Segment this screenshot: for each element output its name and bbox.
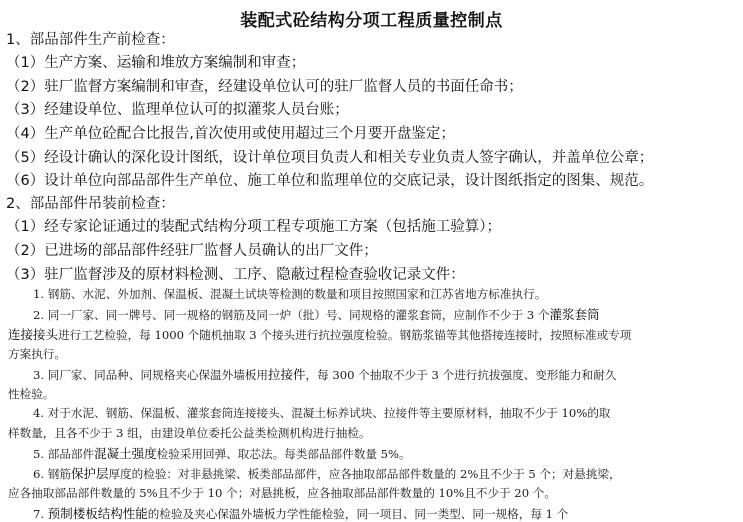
- list-item: （3）驻厂监督涉及的原材料检测、工序、隐蔽过程检查验收记录文件：: [6, 267, 465, 283]
- list-item: （4）生产单位砼配合比报告,首次使用或使用超过三个月要开盘鉴定；: [6, 126, 455, 142]
- detail-line: 2. 同一厂家、同一牌号、同一规格的钢筋及同一炉（批）号、同规格的灌浆套筒，应制作不少于 3 个灌浆套筒: [33, 307, 600, 322]
- detail-line: 7. 预制楼板结构性能的检验及夹心保温外墙板力学性能检验，同一项目、同一类型、同一规格，每 1 个: [33, 506, 569, 521]
- list-item: （5）经设计确认的深化设计图纸，设计单位项目负责人和相关专业负责人签字确认，并盖单位公章；: [6, 150, 654, 166]
- page-title: 装配式砼结构分项工程质量控制点: [240, 11, 503, 31]
- detail-line: 应各抽取部品部件数量的 5%且不少于 10 个；对悬挑板，应各抽取部品部件数量的 10%且不少于 20 个。: [8, 486, 556, 500]
- detail-line: 方案执行。: [8, 347, 66, 361]
- list-item: （2）已进场的部品部件经驻厂监督人员确认的出厂文件；: [6, 243, 378, 259]
- list-item: （1）生产方案、运输和堆放方案编制和审查；: [6, 55, 306, 71]
- detail-line: 6. 钢筋保护层厚度的检验：对非悬挑梁、板类部品部件，应各抽取部品部件数量的 2%且不少于 5 个；对悬挑梁，: [33, 466, 621, 481]
- list-item: （3）经建设单位、监理单位认可的拟灌浆人员台账；: [6, 102, 349, 118]
- detail-line: 4. 对于水泥、钢筋、保温板、灌浆套筒连接接头、混凝土标养试块、拉接件等主要原材料，抽取不少于 10%的取: [33, 406, 611, 420]
- detail-line: 连接接头进行工艺检验，每 1000 个随机抽取 3 个接头进行抗拉强度检验。钢筋浆锚等其他搭接连接时，按照标准或专项: [8, 327, 632, 342]
- detail-line: 5. 部品部件混凝土强度检验采用回弹、取芯法。每类部品部件数量 5%。: [33, 446, 411, 461]
- detail-line: 1. 钢筋、水泥、外加剂、保温板、混凝土试块等检测的数量和项目按照国家和江苏省地方标准执行。: [33, 287, 547, 301]
- detail-line: 性检验。: [8, 387, 55, 401]
- detail-line: 3. 同厂家、同品种、同规格夹心保温外墙板用拉接件，每 300 个抽取不少于 3 个进行抗拔强度、变形能力和耐久: [33, 367, 617, 382]
- detail-line: 样数量，且各不少于 3 组，由建设单位委托公益类检测机构进行抽检。: [8, 426, 371, 440]
- section-heading: 2、部品部件吊装前检查：: [6, 196, 175, 212]
- list-item: （6）设计单位向部品部件生产单位、施工单位和监理单位的交底记录，设计图纸指定的图集、规范。: [6, 173, 654, 189]
- section-heading: 1、部品部件生产前检查：: [6, 32, 175, 48]
- list-item: （1）经专家论证通过的装配式结构分项工程专项施工方案（包括施工验算）；: [6, 219, 501, 235]
- list-item: （2）驻厂监督方案编制和审查，经建设单位认可的驻厂监督人员的书面任命书；: [6, 79, 523, 95]
